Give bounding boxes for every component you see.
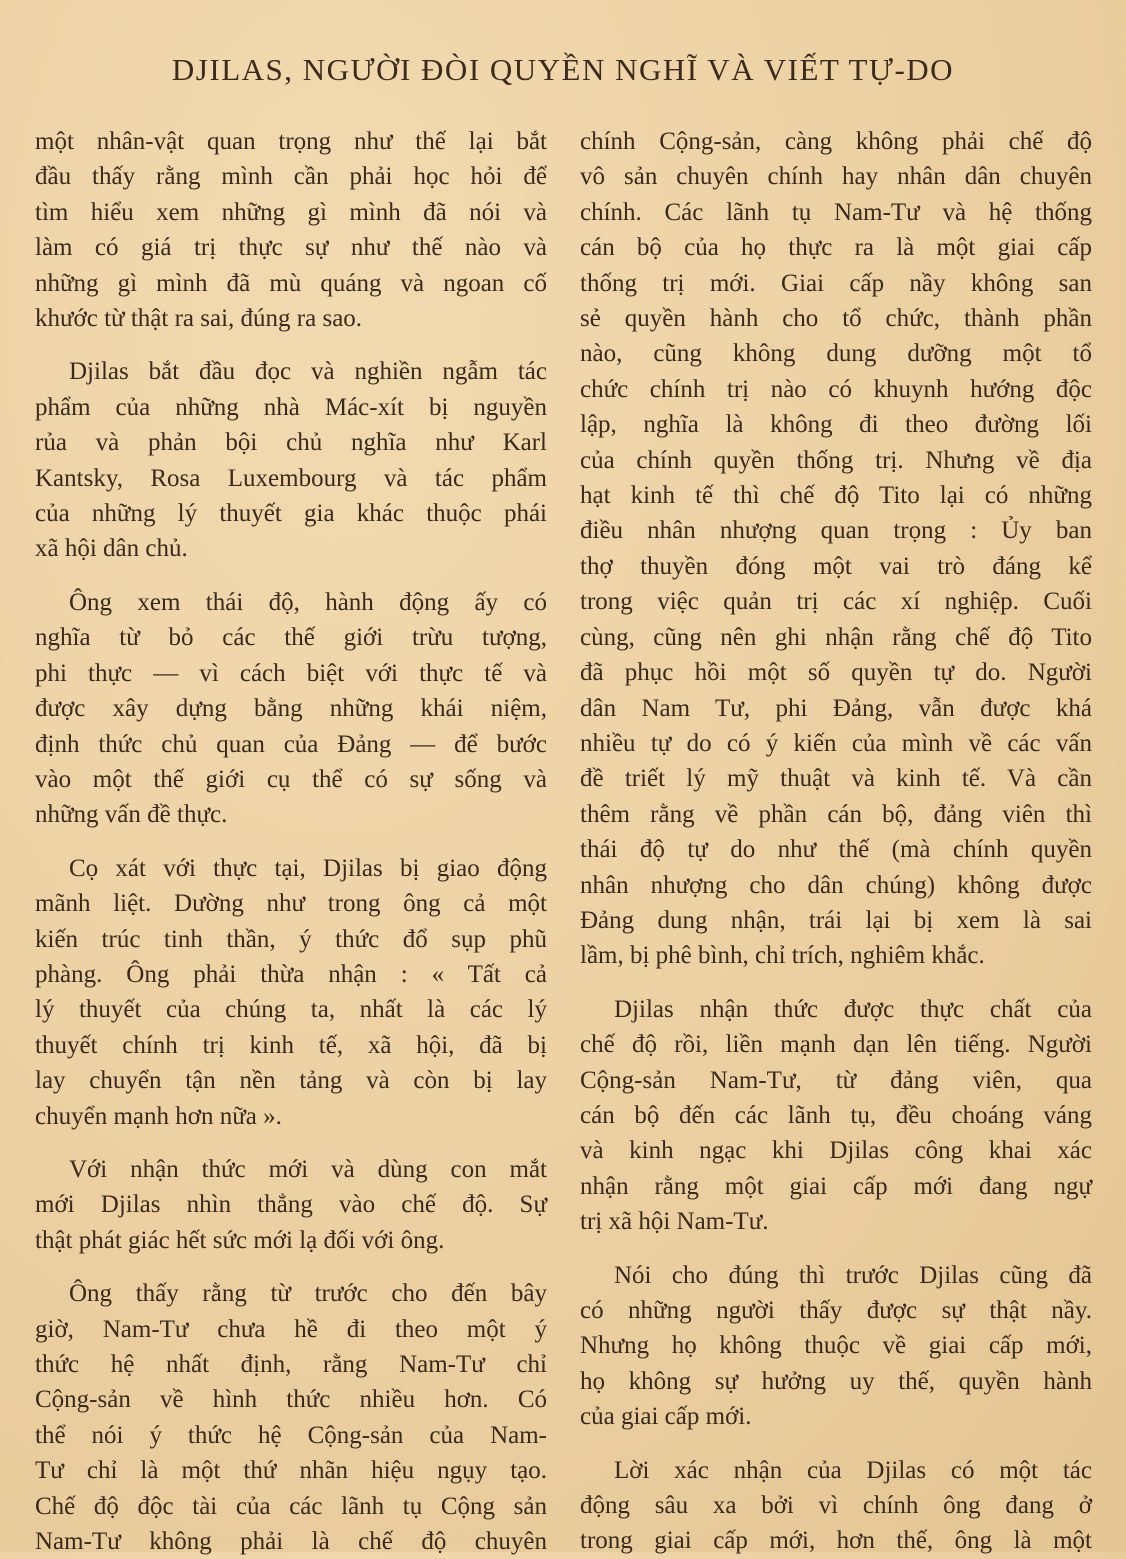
text-line: đầu thấy rằng mình cần phải học hỏi để (35, 163, 547, 191)
paragraph (580, 1258, 1092, 1435)
text-line: chế độ rồi, liền mạnh dạn lên tiếng. Người (580, 1031, 1092, 1059)
text-line: Nam-Tư không phải là chế độ chuyên (35, 1528, 547, 1556)
paragraph (35, 1152, 547, 1258)
text-line: lay chuyển tận nền tảng và còn bị lay (35, 1067, 547, 1095)
text-line: Chế độ độc tài của các lãnh tụ Cộng sản (35, 1492, 547, 1520)
left-column (35, 124, 547, 1559)
text-line: trị xã hội Nam-Tư. (580, 1208, 769, 1236)
text-line: vô sản chuyên chính hay nhân dân chuyên (580, 163, 1092, 191)
text-line: thống trị mới. Giai cấp nầy không san (580, 269, 1092, 297)
text-line: sẻ quyền hành cho tổ chức, thành phần (580, 305, 1092, 333)
text-line: nghĩa từ bỏ các thế giới trừu tượng, (35, 624, 547, 652)
text-line: mới Djilas nhìn thẳng vào chế độ. Sự (35, 1191, 547, 1219)
text-line: được xây dựng bằng những khái niệm, (35, 695, 547, 723)
text-line: nhiều tự do có ý kiến của mình về các vấn (580, 729, 1092, 757)
text-line: lý thuyết của chúng ta, nhất là các lý (35, 996, 547, 1024)
text-line: thợ thuyền đóng một vai trò đáng kể (580, 552, 1092, 580)
text-line: lầm, bị phê bình, chỉ trích, nghiêm khắc. (580, 942, 985, 970)
text-line: dân Nam Tư, phi Đảng, vẫn được khá (580, 694, 1092, 722)
text-line: Đảng dung nhận, trái lại bị xem là sai (580, 906, 1092, 934)
text-line: có những người thấy được sự thật nầy. (580, 1297, 1092, 1324)
text-line: chính. Các lãnh tụ Nam-Tư và hệ thống (580, 198, 1092, 226)
text-line: chính Cộng-sản, càng không phải chế độ (580, 128, 1092, 155)
text-line: mãnh liệt. Dường như trong ông cả một (35, 890, 547, 918)
paragraph (35, 1276, 547, 1559)
text-line: phi thực — vì cách biệt với thực tế và (35, 659, 547, 687)
text-line: điều nhân nhượng quan trọng : Ủy ban (580, 517, 1092, 545)
text-line: Nhưng họ không thuộc về giai cấp mới, (580, 1332, 1092, 1360)
text-line: phàng. Ông phải thừa nhận : « Tất cả (35, 960, 547, 988)
text-line: nhân nhượng cho dân chúng) không được (580, 871, 1092, 899)
paragraph (35, 585, 547, 833)
text-line: thêm rằng về phần cán bộ, đảng viên thì (580, 800, 1092, 828)
text-line: cùng, cũng nên ghi nhận rằng chế độ Tito (580, 623, 1092, 651)
text-line: xã hội dân chủ. (35, 535, 188, 563)
text-line: Ông xem thái độ, hành động ấy có (69, 588, 547, 616)
text-line: Djilas nhận thức được thực chất của (614, 995, 1092, 1023)
text-line: tìm hiểu xem những gì mình đã nói và (35, 198, 547, 226)
text-line: Ông thấy rằng từ trước cho đến bây (69, 1280, 547, 1308)
text-line: cán bộ của họ thực ra là một giai cấp (580, 234, 1092, 262)
text-line: Cộng-sản Nam-Tư, từ đảng viên, qua (580, 1066, 1092, 1094)
text-line: Kantsky, Rosa Luxembourg và tác phẩm (35, 464, 547, 492)
text-line: trong giai cấp mới, hơn thế, ông là một (580, 1527, 1092, 1555)
text-line: những gì mình đã mù quáng và ngoan cố (35, 269, 547, 297)
text-line: Djilas bắt đầu đọc và nghiền ngẫm tác (69, 358, 547, 386)
text-line: chuyển mạnh hơn nữa ». (35, 1102, 282, 1130)
paragraph (35, 124, 547, 336)
text-line: Lời xác nhận của Djilas có một tác (614, 1456, 1092, 1484)
text-line: rủa và phản bội chủ nghĩa như Karl (35, 429, 547, 457)
text-line: thể nói ý thức hệ Cộng-sản của Nam- (35, 1421, 547, 1449)
text-line: thật phát giác hết sức mới lạ đối với ông. (35, 1226, 445, 1254)
text-line: họ không sự hưởng uy thế, quyền hành (580, 1367, 1092, 1395)
text-line: Nói cho đúng thì trước Djilas cũng đã (614, 1261, 1092, 1289)
text-line: trong việc quản trị các xí nghiệp. Cuối (580, 588, 1092, 616)
text-line: định thức chủ quan của Đảng — để bước (35, 730, 547, 758)
text-line: chức chính trị nào có khuynh hướng độc (580, 375, 1092, 403)
paragraph (35, 354, 547, 566)
text-line: lập, nghĩa là không đi theo đường lối (580, 411, 1092, 439)
text-line: và kinh ngạc khi Djilas công khai xác (580, 1137, 1092, 1165)
text-line: của chính quyền thống trị. Nhưng về địa (580, 446, 1092, 474)
text-line: làm có giá trị thực sự như thế nào và (35, 234, 547, 262)
paragraph (580, 1453, 1092, 1559)
running-header: DJILAS, NGƯỜI ĐÒI QUYỀN NGHĨ VÀ VIẾT TỰ-DO (171, 52, 955, 87)
text-line: của giai cấp mới. (580, 1403, 752, 1431)
text-line: thức hệ nhất định, rằng Nam-Tư chỉ (35, 1351, 547, 1378)
text-line: giờ, Nam-Tư chưa hề đi theo một ý (35, 1315, 547, 1343)
text-line: cán bộ đến các lãnh tụ, đều choáng váng (580, 1101, 1092, 1129)
text-line: nào, cũng không dung dưỡng một tổ (580, 340, 1092, 368)
text-line: Với nhận thức mới và dùng con mắt (69, 1155, 547, 1183)
text-line: nhận rằng một giai cấp mới đang ngự (580, 1172, 1092, 1200)
text-line: kiến trúc tinh thần, ý thức đổ sụp phũ (35, 925, 547, 953)
text-line: khước từ thật ra sai, đúng ra sao. (35, 305, 363, 333)
text-line: những vấn đề thực. (35, 801, 228, 829)
right-column (580, 124, 1092, 1559)
text-line: Tư chỉ là một thứ nhãn hiệu ngụy tạo. (35, 1457, 547, 1485)
paragraph (580, 992, 1092, 1240)
text-line: một nhân-vật quan trọng như thế lại bắt (35, 128, 547, 155)
text-line: động sâu xa bởi vì chính ông đang ở (580, 1492, 1092, 1520)
text-line: đề triết lý mỹ thuật và kinh tế. Và cần (580, 765, 1092, 793)
text-line: Cọ xát với thực tại, Djilas bị giao động (69, 854, 547, 882)
text-line: vào một thế giới cụ thể có sự sống và (35, 765, 547, 793)
text-line: thuyết chính trị kinh tế, xã hội, đã bị (35, 1031, 547, 1059)
text-line: hạt kinh tế thì chế độ Tito lại có những (580, 482, 1092, 510)
text-line: thái độ tự do như thế (mà chính quyền (580, 836, 1092, 864)
text-line: của những lý thuyết gia khác thuộc phái (35, 500, 547, 528)
paragraph (580, 124, 1092, 974)
paragraph (35, 851, 547, 1134)
text-line: Cộng-sản về hình thức nhiều hơn. Có (35, 1386, 547, 1414)
text-line: phẩm của những nhà Mác-xít bị nguyền (35, 393, 547, 421)
text-line: đã phục hồi một số quyền tự do. Người (580, 659, 1092, 687)
